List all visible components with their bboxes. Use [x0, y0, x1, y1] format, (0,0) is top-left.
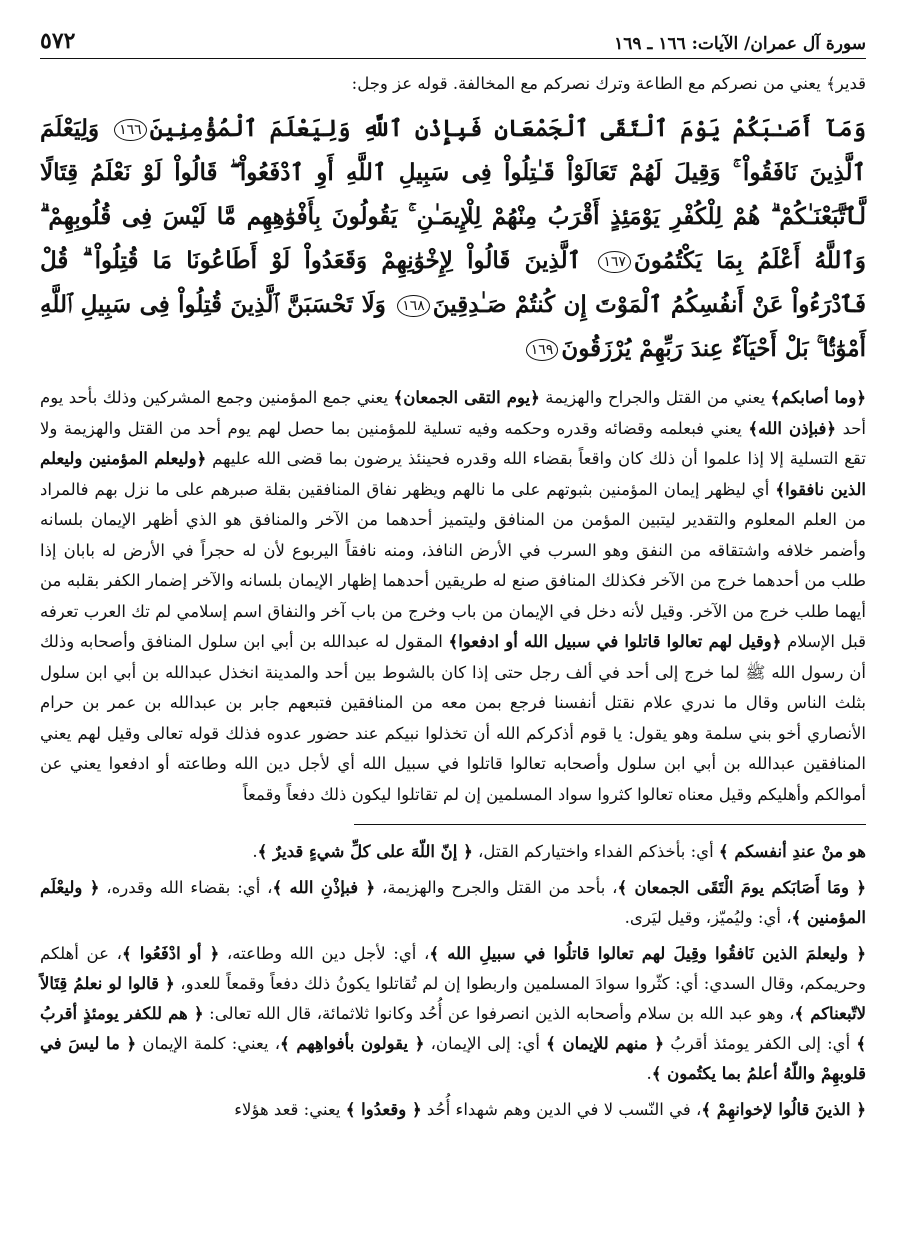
- quoted-phrase: ﴿ وليعلمَ الذين نَافقُوا وقِيلَ لهم تعالوا قاتلُوا في سبيلِ الله ﴾: [429, 944, 866, 963]
- text-run: ، أي: وليُميّز، وقيل ليَرى.: [624, 908, 792, 927]
- quoted-phrase: ﴿فبإذن الله﴾: [748, 418, 837, 438]
- footnote-paragraph: [40, 837, 866, 867]
- text-run: ، في النّسب لا في الدين وهم شهداء أُحُد: [421, 1100, 702, 1119]
- ayah-number-marker: ١٦٨: [397, 295, 430, 317]
- footnote-paragraph: [40, 873, 866, 933]
- quoted-phrase: ﴿ وليعْلَم المؤمنين ﴾: [40, 878, 866, 927]
- quoted-phrase: ﴿ منهم للإيمان ﴾: [546, 1034, 665, 1053]
- ayah-number-marker: ١٦٧: [598, 251, 631, 273]
- text-run: يعني جمع المؤمنين وجمع المشركين وذلك بأحد يوم أحد: [40, 388, 867, 438]
- quoted-phrase: ﴿ قالوا لو نعلمُ قِتَالاً لاتّبعناكم ﴾: [40, 974, 866, 1023]
- text-run: أي: إلى الإيمان،: [424, 1034, 547, 1053]
- quoted-phrase: ﴿وليعلم المؤمنين وليعلم الذين نافقوا﴾: [40, 449, 866, 499]
- ayah-number-marker: ١٦٦: [114, 119, 147, 141]
- text-run: أي: بأخذكم الفداء واختياركم القتل،: [472, 842, 719, 861]
- quoted-phrase: ﴿ أو ادْفَعُوا ﴾: [121, 944, 220, 963]
- page-number: ٥٧٢: [40, 28, 76, 54]
- verse-text: وَمَآ أَصَـٰبَكُمْ يَوْمَ ٱلْتَقَى ٱلْجَمْعَانِ فَبِإِذْنِ ٱللَّهِ وَلِيَعْلَمَ ٱلْمُؤْمِنِينَ: [149, 115, 867, 142]
- quoted-phrase: ﴿ وقعدُوا ﴾: [345, 1100, 422, 1119]
- quoted-phrase: ﴿ هم للكفر يومئذٍ أقربُ ﴾: [40, 1004, 867, 1053]
- footnotes: [40, 837, 866, 1125]
- footnote-divider: [354, 824, 866, 825]
- text-run: ، يعني: كلمة الإيمان: [136, 1034, 281, 1053]
- text-run: يعني: قعد هؤلاء: [234, 1100, 346, 1119]
- footnote-paragraph: [40, 939, 866, 1089]
- verse-text: وَلَا تَحْسَبَنَّ ٱلَّذِينَ قُتِلُواْ فِى سَبِيلِ ٱللَّهِ أَمْوَٰتًۢا ۚ بَلْ أَحْيَآءٌ عِندَ رَبِّهِمْ يُرْزَقُونَ: [40, 291, 866, 362]
- quoted-phrase: ﴿وما أصابكم﴾: [770, 388, 866, 407]
- quoted-phrase: ﴿ يقولون بأفواهِهم ﴾: [280, 1034, 425, 1053]
- text-run: يعني من القتل والجراح والهزيمة: [539, 388, 771, 407]
- text-run: أي: إلى الكفر يومئذ أقربُ: [664, 1034, 857, 1053]
- verse-text: وَلِيَعْلَمَ ٱلَّذِينَ نَافَقُواْ ۚ وَقِيلَ لَهُمْ تَعَالَوْاْ قَـٰتِلُواْ فِى سَبِيلِ ٱللَّهِ أَوِ ٱدْفَعُواْ ۖ قَالُواْ لَوْ نَعْلَمُ قِتَالًا لَّٱتَّبَعْنَـٰكُمْ ۗ هُمْ لِلْكُفْرِ يَوْمَئِذٍ أَقْرَبُ مِنْهُمْ لِلْإِيمَـٰنِ ۚ يَقُولُونَ بِأَفْوَٰهِهِم مَّا لَيْسَ فِى قُلُوبِهِمْ ۗ وَٱللَّهُ أَعْلَمُ بِمَا يَكْتُمُونَ: [40, 115, 866, 274]
- quoted-phrase: ﴿ ما ليسَ في قلوبهِمْ واللّهُ أعلمُ بما يكتُمون ﴾: [40, 1034, 866, 1083]
- quoted-phrase: ﴿ فبإذْنِ الله ﴾: [272, 878, 376, 897]
- text-run: المقول له عبدالله بن أبي ابن سلول المنافق وأصحابه وذلك أن رسول الله ﷺ لما خرج إلى أحد في ألف رجل حتى إذا كان بالشوط بين أحد والمدينة انخذل عبدالله بن أبي ابن سلول بثلث الناس وقال ما ندري علام نقتل أنفسنا فرجع بمن معه من المنافقين فتبعهم جابر بن عبدالله بن عمر بن حرام الأنصاري أخو بني سلمة وهو يقول: يا قوم أذكركم الله أن تخذلوا نبيكم عند حضور عدوه فذلك قوله تعالى وقيل لهم يعني المنافقين عبدالله بن أبي ابن سلول وأصحابه تعالوا قاتلوا في سبيل الله أي لأجل دين الله وطاعته أو ادفعوا يعني عن أموالكم وأهليكم وقيل معناه تعالوا كثروا سواد المسلمين إن لم تقاتلوا ليكون ذلك دفعاً وقمعاً: [40, 632, 866, 804]
- quran-verses: [40, 107, 866, 371]
- quoted-phrase: ﴿يوم التقى الجمعان﴾: [393, 388, 540, 407]
- running-title: سورة آل عمران/ الآيات: ١٦٦ ـ ١٦٩: [614, 34, 866, 54]
- text-run: ، أي: لأجل دين الله وطاعته،: [219, 944, 430, 963]
- intro-line: قدير﴾ يعني من نصركم مع الطاعة وترك نصركم مع المخالفة. قوله عز وجل:: [351, 74, 866, 93]
- text-run: .: [252, 842, 258, 861]
- text-run: ، وهو عبد الله بن سلام وأصحابه الذين انصرفوا عن أُحُد وكانوا ثلاثمائة، قال الله تعالى:: [203, 1004, 795, 1023]
- quoted-phrase: ﴿ إنّ اللّهَ على كلِّ شيءٍ قديرٌ ﴾: [257, 842, 473, 861]
- text-run: ، عن أهلكم وحريمكم، وقال السدي: أي: كثّروا سوادَ المسلمين واربطوا إن لم تُقاتلوا يكونُ ذلك دفعاً وقمعاً للعدو،: [40, 944, 867, 993]
- footnote-paragraph: [40, 1095, 866, 1125]
- verse-text: ٱلَّذِينَ قَالُواْ لِإِخْوَٰنِهِمْ وَقَعَدُواْ لَوْ أَطَاعُونَا مَا قُتِلُواْ ۗ قُلْ فَٱدْرَءُواْ عَنْ أَنفُسِكُمُ ٱلْمَوْتَ إِن كُنتُمْ صَـٰدِقِينَ: [40, 247, 866, 318]
- text-run: أي ليظهر إيمان المؤمنين بثبوتهم على ما نالهم ويظهر نفاق المنافقين بقلة صبرهم على ما نزل بهم فالمراد من العلم المعلوم والتقدير ليتبين المؤمن من المنافق وليتميز أحدهما من الآخر والمنافق هو الذي أظهر الإيمان بلسانه وأضمر خلافه واشتقاقه من النفق وهو السرب في الأرض النافذ، ومنه نافقاً اليربوع لأن له حجراً في الأرض له بابان إذا طلب من أحدهما خرج من الآخر فكذلك المنافق صنع له طريقين أحدهما إظهار الإيمان بلسانه والآخر إضمار الكفر بقلبه من أيهما طلب خرج من الآخر. وقيل لأنه دخل في الإيمان من باب وخرج من باب آخر والنفاق اسم إسلامي لم تك العرب تعرفه قبل الإسلام: [40, 479, 867, 651]
- text-run: ، بأحد من القتل والجرح والهزيمة،: [375, 878, 618, 897]
- page-header: [40, 28, 866, 59]
- text-run: .: [646, 1064, 652, 1083]
- text-run: ، أي: بقضاء الله وقدره،: [99, 878, 273, 897]
- tafsir-commentary: [40, 383, 866, 810]
- quoted-phrase: ﴿ الذينَ قالُوا لإخوانهِمْ ﴾: [701, 1100, 866, 1119]
- quoted-phrase: ﴿ ومَا أَصَابَكم يومَ الْتَقَى الجمعان ﴾: [617, 878, 866, 897]
- quoted-phrase: ﴿وقيل لهم تعالوا قاتلوا في سبيل الله أو ادفعوا﴾: [448, 632, 782, 651]
- quoted-phrase: هو منْ عندِ أنفسكم ﴾: [718, 842, 866, 861]
- text-run: يعني فبعلمه وقضائه وقدره وحكمه وفيه تسلية للمؤمنين بما حصل لهم يوم أحد من القتل والهزيمة ولا تقع التسلية إلا إذا علموا أن ذلك كان واقعاً بقضاء الله وقدره فحينئذ يرضون بما قضى الله عليهم: [40, 418, 866, 468]
- ayah-number-marker: ١٦٩: [526, 339, 559, 361]
